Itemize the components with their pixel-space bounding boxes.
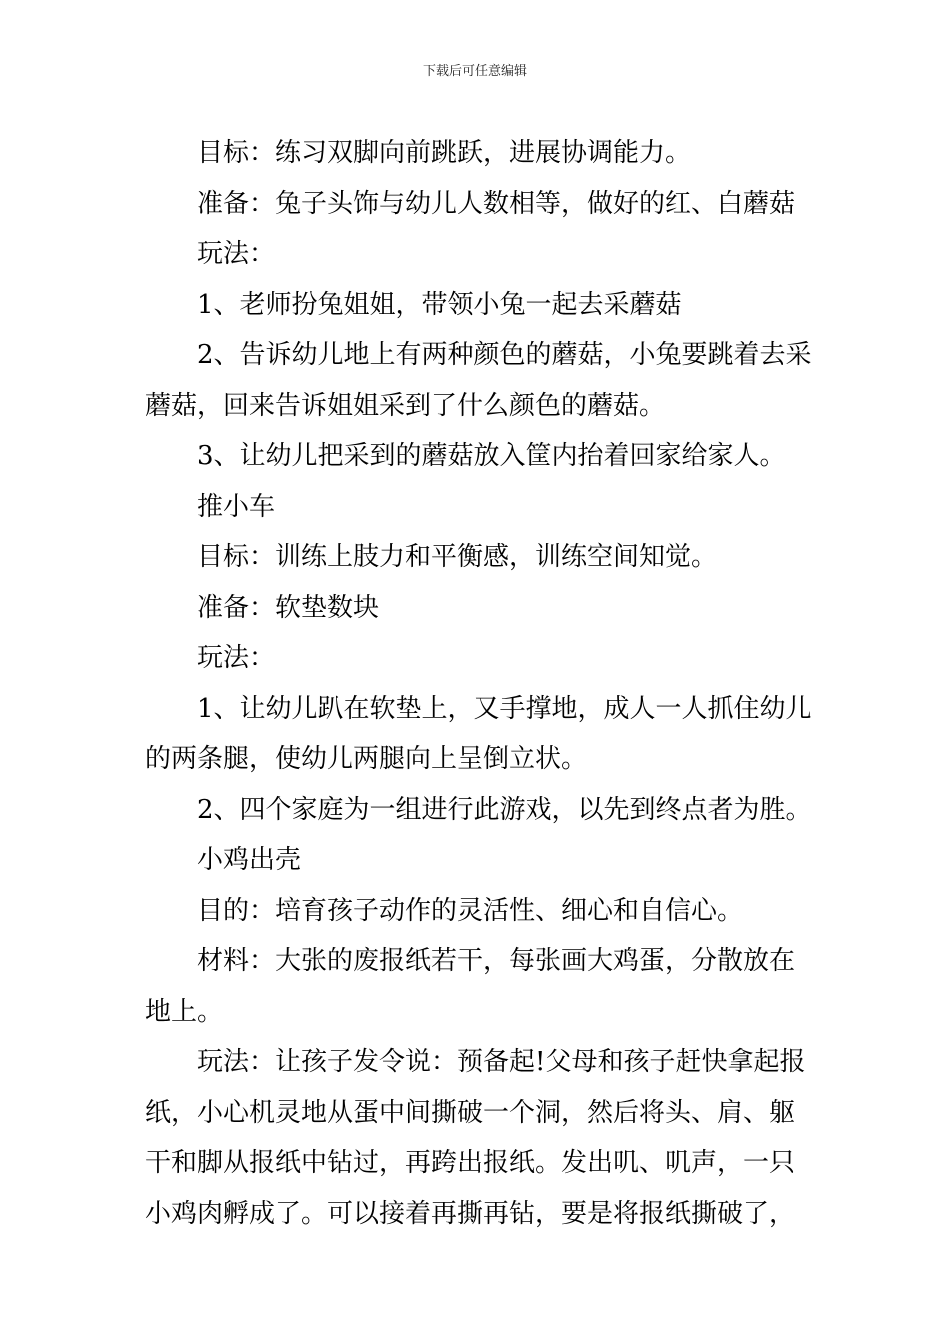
paragraph-line: 推小车 — [197, 491, 276, 522]
paragraph-materials-3 — [145, 936, 815, 1037]
paragraph-step-1-3 — [145, 431, 815, 482]
paragraph-line: 小鸡出壳 — [197, 845, 302, 875]
paragraph-line: 准备：软垫数块 — [197, 592, 380, 623]
paragraph-goal-2 — [145, 532, 815, 583]
paragraph-line: 2、告诉幼儿地上有两种颜色的蘑菇，小兔要跳着去采 — [197, 340, 812, 370]
paragraph-line: 1、让幼儿趴在软垫上，又手撑地，成人一人抓住幼儿 — [197, 693, 812, 724]
paragraph-prep-1 — [145, 179, 815, 230]
paragraph-line: 目标：练习双脚向前跳跃，进展协调能力。 — [197, 138, 692, 168]
paragraph-play-3 — [145, 1037, 815, 1239]
paragraph-line: 目标：训练上肢力和平衡感，训练空间知觉。 — [197, 542, 718, 572]
paragraph-line: 纸，小心机灵地从蛋中间撕破一个洞，然后将头、肩、躯 — [145, 1097, 796, 1128]
section-title-chick-hatch — [145, 835, 815, 886]
paragraph-goal-1 — [145, 128, 815, 179]
paragraph-line: 3、让幼儿把采到的蘑菇放入筐内抬着回家给家人。 — [197, 441, 786, 471]
paragraph-line: 小鸡肉孵成了。可以接着再撕再钻，要是将报纸撕破了， — [145, 1198, 796, 1229]
paragraph-line: 蘑菇，回来告诉姐姐采到了什么颜色的蘑菇。 — [145, 390, 666, 421]
paragraph-prep-2 — [145, 583, 815, 634]
paragraph-line: 准备：兔子头饰与幼儿人数相等，做好的红、白蘑菇 — [197, 188, 796, 219]
page-header-note: 下载后可任意编辑 — [422, 64, 527, 79]
paragraph-line: 地上。 — [145, 996, 224, 1027]
paragraph-step-2-1 — [145, 684, 815, 785]
paragraph-line: 2、四个家庭为一组进行此游戏，以先到终点者为胜。 — [197, 794, 812, 825]
paragraph-line: 玩法： — [197, 239, 276, 269]
paragraph-line: 1、老师扮兔姐姐，带领小兔一起去采蘑菇 — [197, 289, 682, 320]
paragraph-line: 的两条腿，使幼儿两腿向上呈倒立状。 — [145, 744, 588, 774]
paragraph-line: 玩法：让孩子发令说：预备起!父母和孩子赶快拿起报 — [197, 1047, 806, 1077]
section-title-push-cart — [145, 482, 815, 533]
paragraph-line: 目的：培育孩子动作的灵活性、细心和自信心。 — [197, 895, 744, 926]
document-body — [145, 128, 815, 1239]
paragraph-step-1-2 — [145, 330, 815, 431]
paragraph-purpose-3 — [145, 886, 815, 937]
paragraph-step-2-2 — [145, 785, 815, 836]
paragraph-line: 玩法： — [197, 643, 276, 673]
paragraph-step-1-1 — [145, 280, 815, 331]
paragraph-play-label-2 — [145, 633, 815, 684]
paragraph-play-label-1 — [145, 229, 815, 280]
paragraph-line: 干和脚从报纸中钻过，再跨出报纸。发出叽、叽声，一只 — [145, 1148, 796, 1178]
paragraph-line: 材料：大张的废报纸若干，每张画大鸡蛋，分散放在 — [197, 946, 796, 976]
